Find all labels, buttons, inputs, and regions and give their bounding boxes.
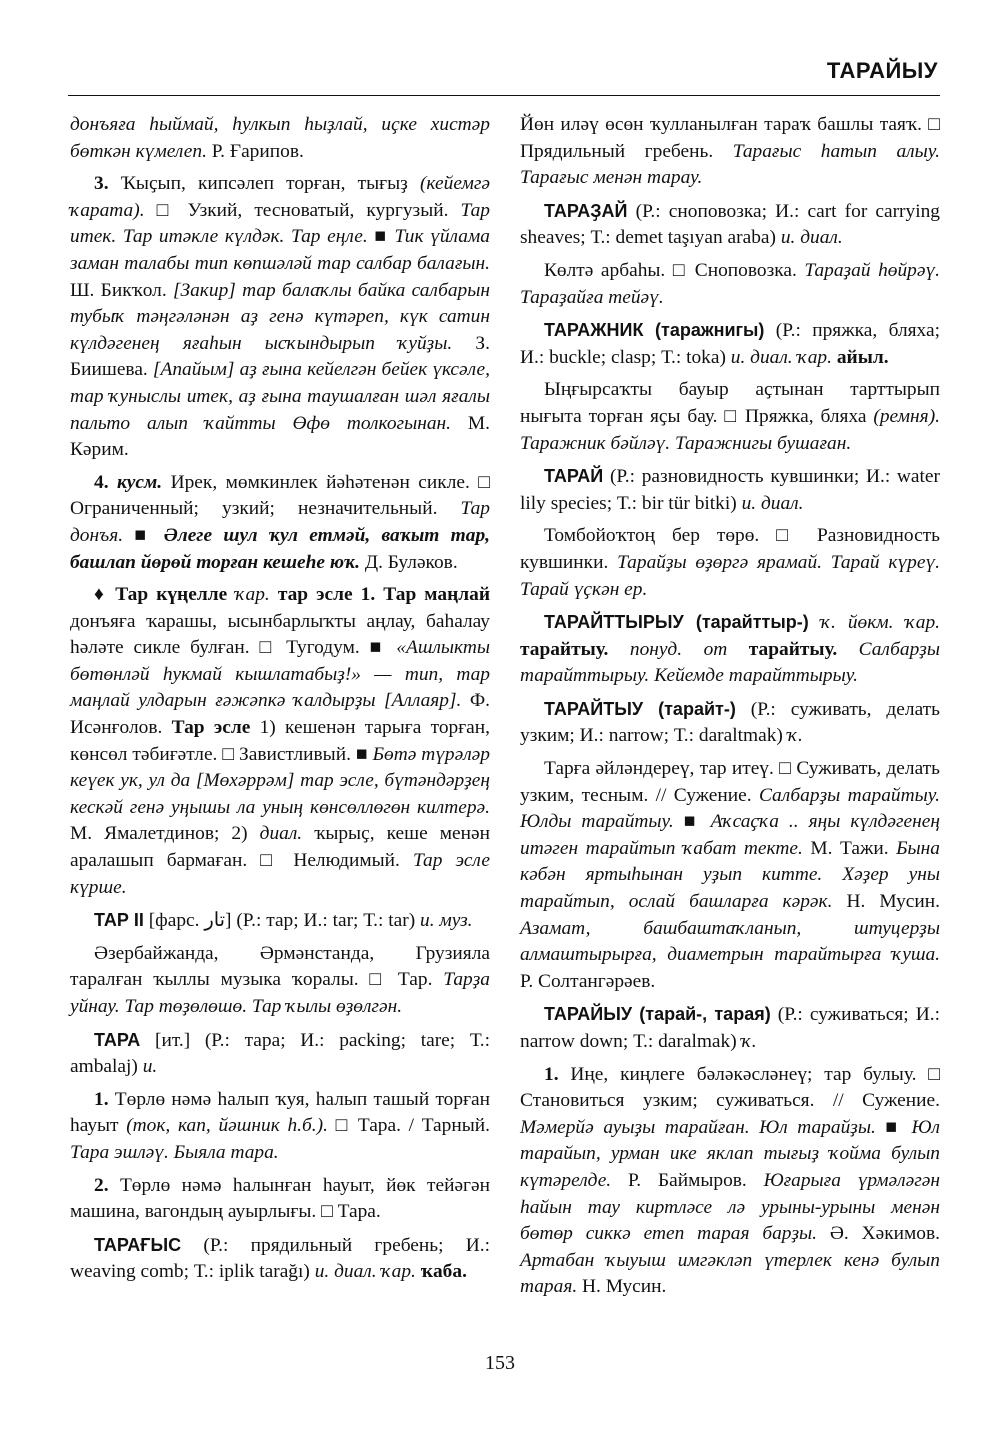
entry-definition: Әзербайжанда, Әрмәнстанда, Грузияла таралған ҡыллы музыка ҡоралы. □ Тар. Тарҙа уйнау. Тар төҙөлөшө. Тар ҡылы өҙөлгән. <box>70 942 490 1017</box>
entry-definition: Ыңғырсаҡты бауыр аҫтынан тарттырып нығыта торған яҫы бау. □ Пряжка, бляха (ремня). Таражник бәйләү. Таражнигы бушаған. <box>520 379 940 454</box>
entry-headword: ТАРАЙТТЫРЫУ (тарайттыр-) ҡ. йөкм. ҡар. тарайтыу. понуд. от тарайтыу. Салбарҙы тарайттырыу. Кейемде тарайттырыу. <box>520 612 940 687</box>
entry-paragraph: донъяға һыймай, һулкып һыҙлай, иҫке хистәр бөткән күмелеп. Р. Ғарипов. <box>70 114 490 162</box>
page-number: 153 <box>485 1352 515 1374</box>
running-head: ТАРАЙЫУ <box>826 58 938 83</box>
header-rule <box>68 95 940 96</box>
entry-sense: 1. Иңе, киңлеге бәләкәсләнеү; тар булыу. □ Становиться узким; суживаться. // Сужение. Мәмерйә ауыҙы тарайған. Юл тарайҙы. ■ Юл тарайып, урман ике яклап тығыҙ ҡойма булып күтәрелде. Р. Баймыров. Юғарыға үрмәләгән һайын тау киртләсе лә урыны-урыны менән бөтөр сиккә етеп тарая барҙы. Ә. Хәкимов. Артабан ҡыуыш имгәкләп үтерлек кенә булып тарая. Н. Мусин. <box>520 1063 940 1298</box>
entry-headword: ТАРА [ит.] (Р.: тара; И.: packing; tare; Т.: ambalaj) и. <box>70 1029 490 1078</box>
entry-idioms: ♦ Тар күңелле ҡар. тар эсле 1. Тар маңлай донъяға ҡарашы, ысынбарлыҡты аңлау, баһалау һәләте сикле булған. □ Тугодум. ■ «Ашлыкты бөтөнләй һукмай кышлатабыҙ!» — тип, тар маңлай улдарын ғәжәпкә ҡалдырҙы [Аллаяр]. Ф. Исәнғолов. Тар эсле 1) кешенән тарыға торған, көнсөл тәбиғәтле. □ Завистливый. ■ Бөтә түрәләр кеүек ук, ул да [Мөхәррәм] тар эсле, бүтәндәрҙең кескәй генә уңышы ла уның көнсөллөгөн килтерә. М. Ямалетдинов; 2) диал. ҡырыҫ, кеше менән аралашып бармаған. □ Нелюдимый. Тар эсле күрше. <box>70 584 491 898</box>
entry-headword: ТАРАЙТЫУ (тарайт-) (Р.: суживать, делать узким; И.: narrow; Т.: daraltmak) ҡ. <box>520 698 940 747</box>
entry-headword: ТАРАҒЫС (Р.: прядильный гребень; И.: weaving comb; Т.: iplik tarağı) и. диал. ҡар. ҡаба. <box>70 1234 490 1283</box>
right-column <box>520 112 940 1307</box>
entry-sense: 4. кусм. Ирек, мөмкинлек йәһәтенән сикле. □ Ограниченный; узкий; незначительный. Тар донъя. ■ Әлеге шул ҡул етмәй, ваҡыт тар, башлап йөрөй торған кешеһе юҡ. Д. Буләков. <box>70 471 490 573</box>
left-column <box>70 112 490 1292</box>
entry-headword: ТАРАҘАЙ (Р.: сноповозка; И.: cart for carrying sheaves; Т.: demet taşıyan araba) и. диал. <box>520 200 940 249</box>
entry-headword: ТАРАЙЫУ (тарай-, тарая) (Р.: суживаться; И.: narrow down; Т.: daralmak) ҡ. <box>520 1004 940 1052</box>
entry-headword: ТАРАЖНИК (таражнигы) (Р.: пряжка, бляха; И.: buckle; clasp; Т.: toka) и. диал. ҡар. айыл. <box>520 320 940 368</box>
entry-definition: Томбойоҡтоң бер төрө. □ Разновидность кувшинки. Тарайҙы өҙөргә ярамай. Тарай күреү. Тарай үҫкән ер. <box>520 525 940 600</box>
entry-definition: Көлтә арбаһы. □ Сноповозка. Тараҙай һөйрәү. Тараҙайға тейәү. <box>520 259 940 308</box>
entry-definition: Йөн иләү өсөн ҡулланылған тараҡ башлы таяҡ. □ Прядильный гребень. Тарағыс һатып алыу. Тарағыс менән тарау. <box>520 114 940 189</box>
entry-headword: ТАР II [фарс. تار] (Р.: тар; И.: tar; Т.: tar) и. муз. <box>94 910 473 932</box>
entry-sense: 1. Төрлө нәмә һалып ҡуя, һалып ташый торған һауыт (ток, кап, йәшник һ.б.). □ Тара. / Тарный. Тара эшләү. Быяла тара. <box>70 1088 490 1163</box>
entry-sense: 2. Төрлө нәмә һалынған һауыт, йөк тейәгән машина, вагондың ауырлығы. □ Тара. <box>70 1174 490 1223</box>
entry-headword: ТАРАЙ (Р.: разновидность кувшинки; И.: water lily species; Т.: bir tür bitki) и. диал. <box>520 466 940 514</box>
entry-definition: Тарға әйләндереү, тар итеү. □ Суживать, делать узким, тесным. // Сужение. Салбарҙы тарайтыу. Юлды тарайтыу. ■ Аҡсаҫҡа .. яңы күлдәгенең итәген тарайтып ҡабат текте. М. Тажи. Бына кәбән яртыһынан уҙып китте. Хәҙер уны тарайтып, ослай башларға кәрәк. Н. Мусин. Азамат, башбаштаҡланып, штуцерҙы алмаштырырға, диаметрын тарайтырға ҡуша. Р. Солтангәрәев. <box>520 758 940 992</box>
entry-sense: 3. Ҡыҫып, кипсәлеп торған, тығыҙ (кейемгә ҡарата). □ Узкий, тесноватый, кургузый. Тар итек. Тар итәкле күлдәк. Тар еңле. ■ Тик үйлама заман талабы тип көпшәләй тар салбар балағын. Ш. Бикҡол. [Закир] тар балаҡлы байка салбарын тубыҡ тәңгәләнән аҙ генә күтәреп, күк сатин күлдәгенең яғаһын ысҡындырып ҡуйҙы. З. Биишева. [Апайым] аҙ ғына кейелгән бейек үксәле, тар ҡуныслы итек, аҙ ғына таушалған шәл яғалы пальто алып ҡайтты Өфө толкогынан. М. Кәрим. <box>70 173 491 461</box>
